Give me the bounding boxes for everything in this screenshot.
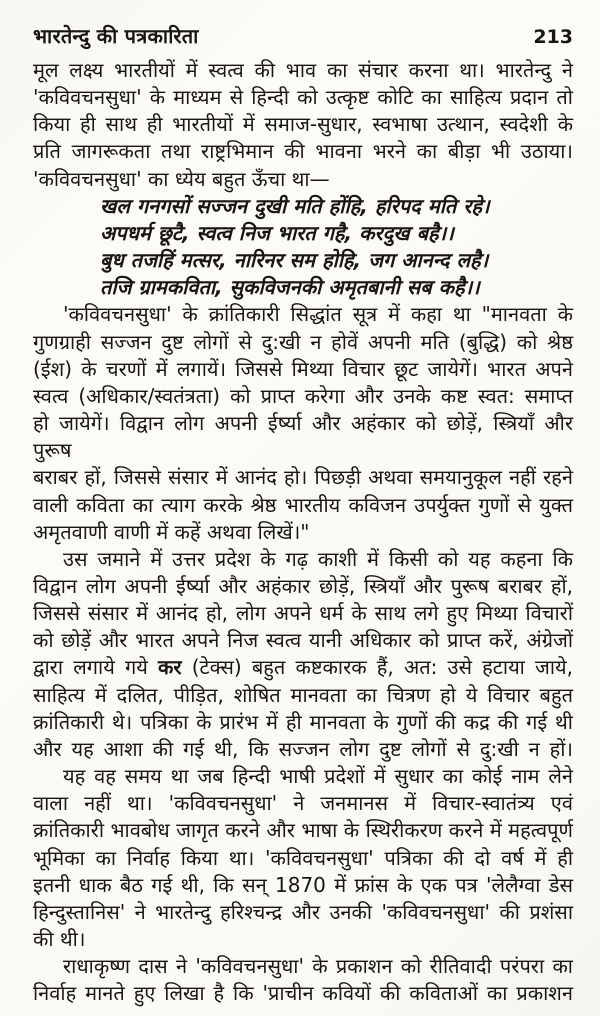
text-line: गुणग्राही सज्जन दुष्ट लोगों से दु:खी न होवें अपनी मति (बुद्धि) को श्रेष्ठ (33, 329, 573, 354)
header-title: भारतेन्दु की पत्रकारिता (33, 24, 199, 48)
text-line: वाली कविता का त्याग करके श्रेष्ठ भारतीय कविजन उपर्युक्त गुणों से युक्त (33, 492, 573, 517)
text-line: हो जायेगें। विद्वान लोग अपनी ईर्ष्या और अहंकार को छोड़ें, स्त्रियाँ और पुरूष (33, 411, 573, 463)
text-line: 'कविवचनसुधा' के क्रांतिकारी सिद्धांत सूत्र में कहा था "मानवता के (63, 302, 573, 327)
text-line: किया ही साथ ही भारतीयों में समाज-सुधार, स्वभाषा उत्थान, स्वदेशी के (33, 112, 573, 137)
running-header (33, 22, 573, 49)
paragraph (33, 301, 573, 545)
verse-line: तजि ग्रामकविता, सुकविजनकी अमृतबानी सब कहै।। (100, 275, 480, 300)
paragraph (33, 57, 573, 193)
text-line: की थी। (33, 927, 86, 951)
text-line: क्रांतिकारी भावबोध जागृत करने और भाषा के स्थिरीकरण करने में महत्वपूर्ण (33, 818, 573, 843)
text-line: यह वह समय था जब हिन्दी भाषी प्रदेशों में सुधार का कोई नाम लेने (63, 764, 573, 789)
text-line: जिससे संसार में आनंद हो, लोग अपने धर्म के साथ लगे हुए मिथ्या विचारों (33, 601, 573, 626)
paragraph (33, 763, 573, 953)
verse-line: खल गनगसों सज्जन दुखी मति होंहि, हरिपद मति रहे। (100, 193, 490, 218)
text-line: साहित्य में दलित, पीड़ित, शोषित मानवता का चित्रण हो ये विचार बहुत (33, 682, 573, 707)
verse-line: बुध तजहिं मत्सर, नारिनर सम होहि, जग आनन्द लहै। (100, 248, 489, 273)
page-number: 213 (533, 26, 573, 48)
text-line: मूल लक्ष्य भारतीयों में स्वत्व की भाव का संचार करना था। भारतेन्दु ने (33, 58, 573, 82)
text-line: क्रांतिकारी थे। पत्रिका के प्रारंभ में ही मानवता के गुणों की कद्र की गई थी (33, 709, 573, 734)
paragraph (33, 546, 573, 763)
text-line: हिन्दुस्तानिस' ने भारतेन्दु हरिश्चन्द्र और उनकी 'कविवचनसुधा' की प्रशंसा (33, 899, 573, 924)
text-line: अमृतवाणी वाणी में कहें अथवा लिखें।" (33, 519, 310, 544)
verse-line: अपधर्म छूटै, स्वत्व निज भारत गहै, करदुख बहै।। (100, 220, 454, 245)
text-line: प्रति जागरूकता तथा राष्ट्रभिमान की भावना भरने का बीड़ा भी उठाया। (33, 139, 573, 164)
text-line: (ईश) के चरणों में लगायें। जिससे मिथ्या विचार छूट जायेगें। भारत अपने (33, 356, 573, 381)
text-line: विद्वान लोग अपनी ईर्ष्या और अहंकार छोड़ें, स्त्रियाँ और पुरूष बराबर हों, (33, 573, 573, 598)
text-line: स्वत्व (अधिकार/स्वतंत्रता) को प्राप्त करेगा और उनके कष्ट स्वत: समाप्त (33, 383, 573, 408)
text-line: को छोड़ें और भारत अपने निज स्वत्व यानी अधिकार को प्राप्त करें, अंग्रेजों (33, 628, 573, 653)
text-line: राधाकृष्ण दास ने 'कविवचनसुधा' के प्रकाशन को रीतिवादी परंपरा का (63, 954, 573, 979)
text-line: उस जमाने में उत्तर प्रदेश के गढ़ काशी में किसी को यह कहना कि (63, 546, 573, 571)
verse-block (33, 193, 573, 302)
text-line: वाला नहीं था। 'कविवचनसुधा' ने जनमानस में विचार-स्वातंत्र्य एवं (33, 791, 573, 816)
text-line: इतनी धाक बैठ गई थी, कि सन् 1870 में फ्रांस के एक पत्र 'लेलैग्वा डेस (33, 872, 573, 897)
text-line: और यह आशा की गई थी, कि सज्जन लोग दुष्ट लोगों से दु:खी न हों। (33, 736, 573, 761)
text-line: निर्वाह मानते हुए लिखा है कि 'प्राचीन कवियों की कविताओं का प्रकाशन (33, 981, 573, 1006)
text-line: द्वारा लगाये गये कर (टेक्स) बहुत कष्टकारक हैं, अत: उसे हटाया जाये, (33, 655, 573, 680)
paragraph (33, 953, 573, 1007)
text-line: 'कविवचनसुधा' के माध्यम से हिन्दी को उत्कृष्ट कोटि का साहित्य प्रदान तो (33, 85, 573, 110)
text-line: 'कविवचनसुधा' का ध्येय बहुत ऊँचा था— (33, 166, 330, 191)
page-text (33, 57, 573, 1007)
text-line: भूमिका का निर्वाह किया था। 'कविवचनसुधा' पत्रिका की दो वर्ष में ही (33, 845, 573, 870)
text-line: बराबर हों, जिससे संसार में आनंद हो। पिछड़ी अथवा समयानुकूल नहीं रहने (33, 465, 573, 490)
